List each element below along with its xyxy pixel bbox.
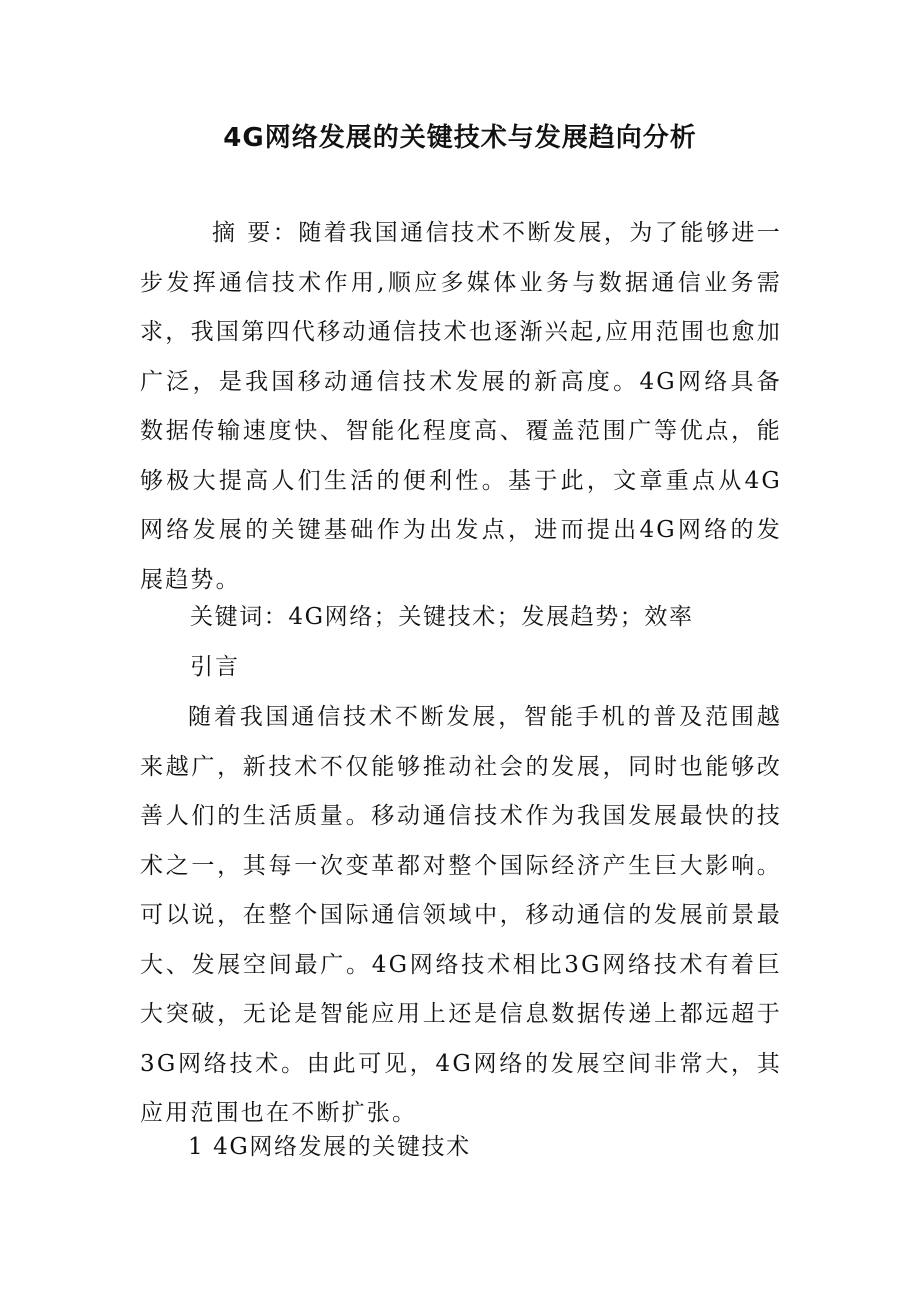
abstract-paragraph: 摘 要：随着我国通信技术不断发展，为了能够进一步发挥通信技术作用,顺应多媒体业务与数据通信业务需求，我国第四代移动通信技术也逐渐兴起,应用范围也愈加广泛，是我国移动通信技术发展的新高度。4G网络具备数据传输速度快、智能化程度高、覆盖范围广等优点，能够极大提高人们生活的便利性。基于此，文章重点从4G网络发展的关键基础作为出发点，进而提出4G网络的发展趋势。 (140, 220, 782, 593)
section-1-heading: 1 4G网络发展的关键技术 (188, 1134, 471, 1160)
keywords-line: 关键词：4G网络；关键技术；发展趋势；效率 (190, 604, 694, 630)
intro-paragraph: 随着我国通信技术不断发展，智能手机的普及范围越来越广，新技术不仅能够推动社会的发展，同时也能够改善人们的生活质量。移动通信技术作为我国发展最快的技术之一，其每一次变革都对整个国际经济产生巨大影响。可以说，在整个国际通信领域中，移动通信的发展前景最大、发展空间最广。4G网络技术相比3G网络技术有着巨大突破，无论是智能应用上还是信息数据传递上都远超于3G网络技术。由此可见，4G网络的发展空间非常大，其应用范围也在不断扩张。 (140, 704, 782, 1126)
intro-heading: 引言 (190, 654, 240, 680)
document-title: 4G网络发展的关键技术与发展趋向分析 (223, 123, 697, 153)
